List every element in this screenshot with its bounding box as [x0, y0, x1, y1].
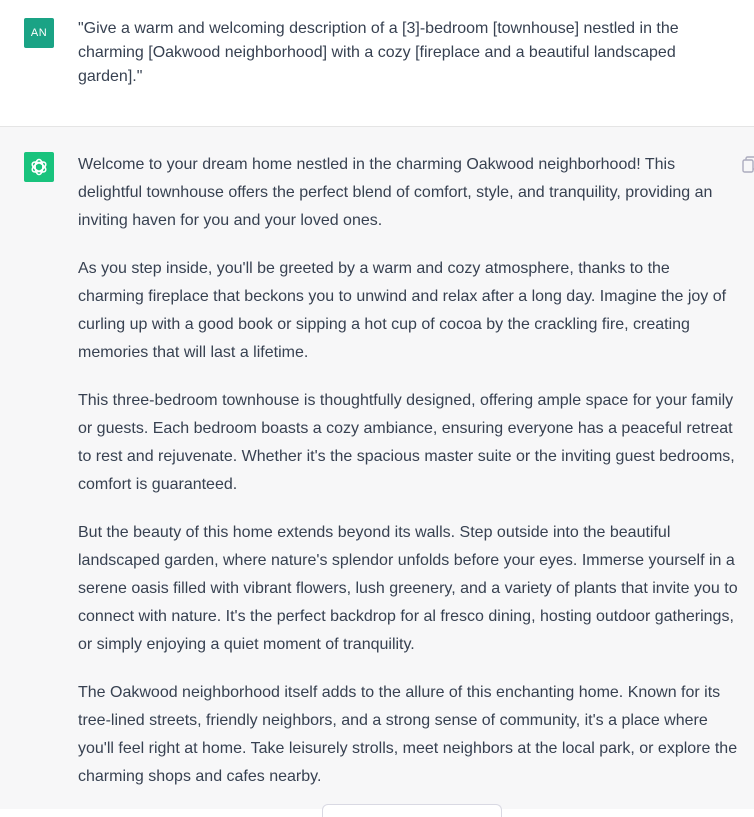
assistant-message [0, 127, 754, 809]
openai-logo-icon [28, 156, 50, 178]
assistant-response [78, 151, 738, 811]
copy-icon[interactable] [742, 155, 754, 173]
user-avatar: AN [24, 18, 54, 48]
response-paragraph: But the beauty of this home extends beyond its walls. Step outside into the beautiful landscaped garden, where nature's splendor unfolds before your eyes. Immerse yourself in a serene oasis filled with vibrant flowers, lush greenery, and a variety of plants that invite you to connect with nature. It's the perfect backdrop for al fresco dining, hosting outdoor gatherings, or simply enjoying a quiet moment of tranquility. [78, 524, 738, 653]
response-paragraph: The Oakwood neighborhood itself adds to the allure of this enchanting home. Known for its tree-lined streets, friendly neighbors, and a strong sense of community, it's a place where you'll feel right at home. Take leisurely strolls, meet neighbors at the local park, or explore the charming shops and cafes nearby. [78, 684, 738, 785]
user-message-text: "Give a warm and welcoming description of a [3]-bedroom [townhouse] nestled in the charming [Oakwood neighborhood] with a cozy [fireplace and a beautiful landscaped garden]." [78, 20, 679, 85]
response-paragraph: This three-bedroom townhouse is thoughtfully designed, offering ample space for your family or guests. Each bedroom boasts a cozy ambiance, ensuring everyone has a peaceful retreat to rest and rejuvenate. Whether it's the spacious master suite or the inviting guest bedrooms, comfort is guaranteed. [78, 392, 735, 493]
regenerate-button[interactable] [322, 804, 502, 817]
response-paragraph: Welcome to your dream home nestled in the charming Oakwood neighborhood! This delightful townhouse offers the perfect blend of comfort, style, and tranquility, providing an inviting haven for you and your loved ones. [78, 156, 713, 229]
assistant-avatar [24, 152, 54, 182]
user-message [0, 0, 754, 127]
response-paragraph: As you step inside, you'll be greeted by a warm and cozy atmosphere, thanks to the charming fireplace that beckons you to unwind and relax after a long day. Imagine the joy of curling up with a good book or sipping a hot cup of cocoa by the crackling fire, creating memories that will last a lifetime. [78, 260, 727, 361]
